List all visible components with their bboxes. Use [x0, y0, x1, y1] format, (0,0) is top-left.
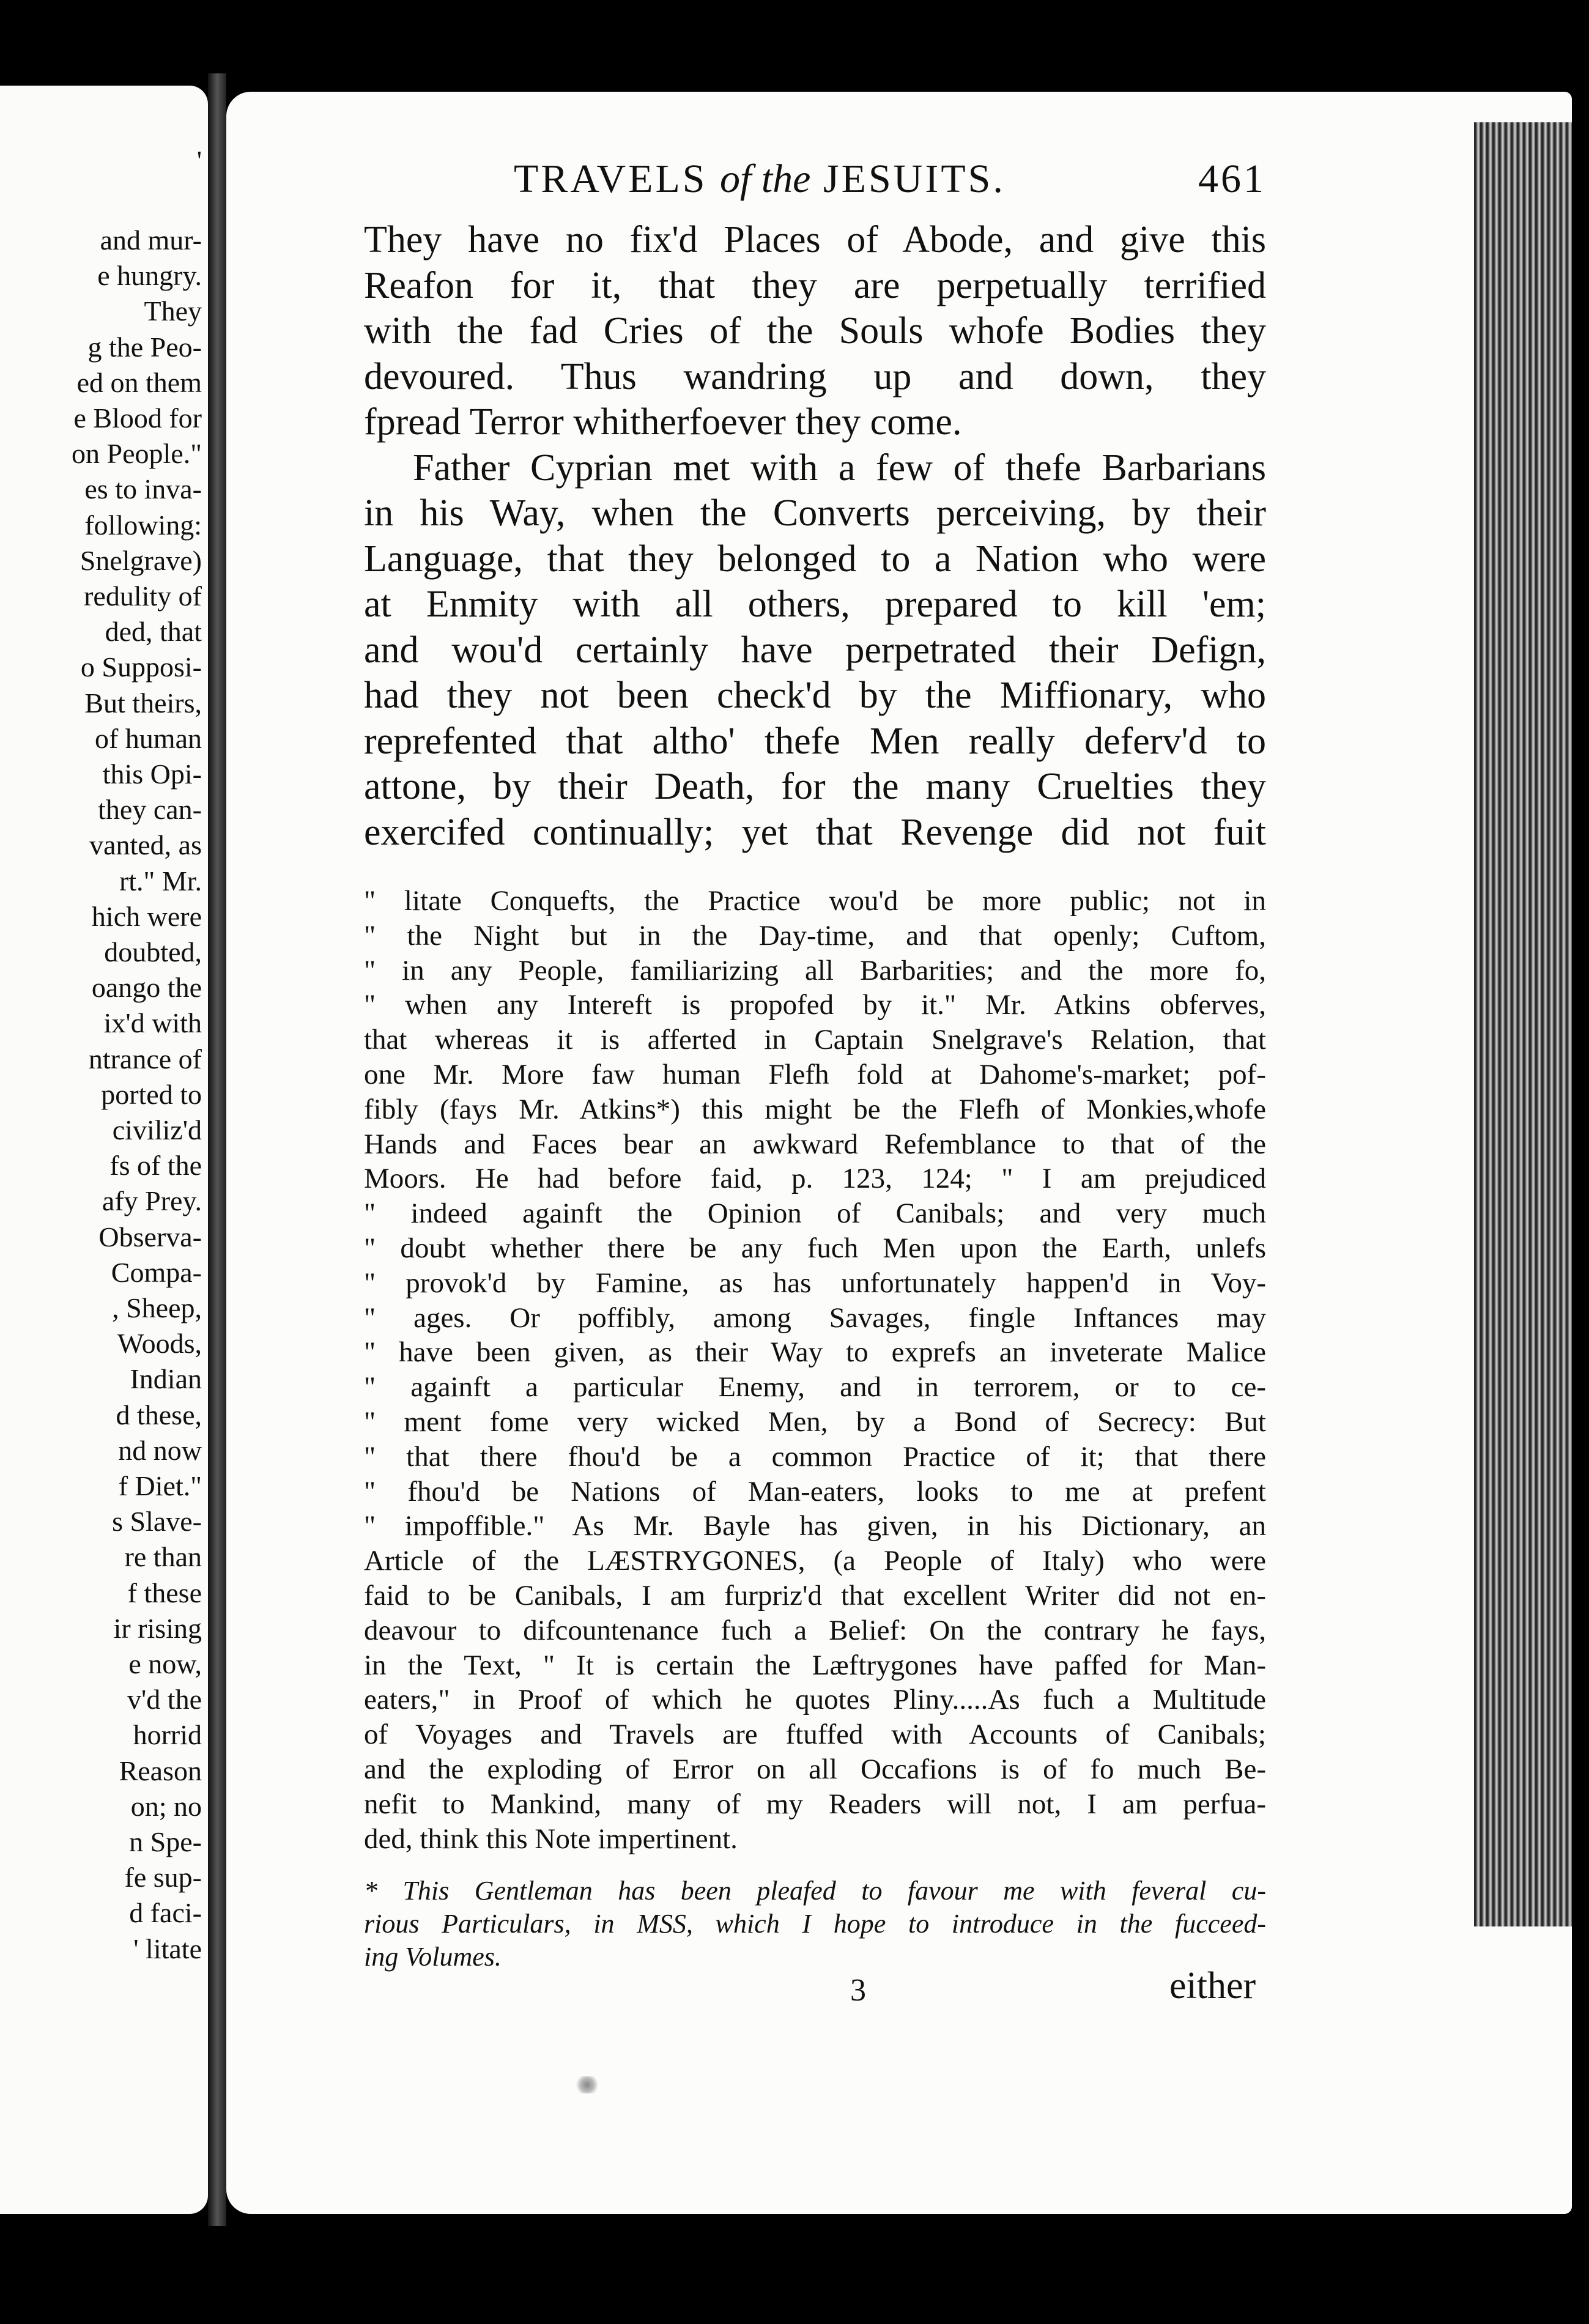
left-page-fragment-line: v'd the — [127, 1684, 202, 1715]
left-page-fragment-line: ' — [196, 145, 202, 176]
note-line: and the exploding of Error on all Occafions is of fo much Be- — [364, 1753, 1266, 1785]
left-page-fragment-line: re than — [124, 1541, 202, 1573]
note-line: " impoffible." As Mr. Bayle has given, in his Dictionary, an — [364, 1510, 1266, 1542]
text-line: exercifed continually; yet that Revenge did not fuit — [364, 811, 1266, 853]
note-line: " provok'd by Famine, as has unfortunately happen'd in Voy- — [364, 1267, 1266, 1299]
left-page-fragment-line: redulity of — [84, 580, 202, 612]
note-line: that whereas it is afferted in Captain Snelgrave's Relation, that — [364, 1024, 1266, 1056]
text-line: They have no fix'd Places of Abode, and give this — [364, 219, 1266, 261]
left-page-fragment-line: vanted, as — [89, 829, 202, 861]
left-page-fragment-line: ix'd with — [103, 1007, 202, 1039]
left-page-fragment-line: following: — [84, 509, 202, 541]
left-page-fragment-line: s Slave- — [112, 1506, 202, 1538]
note-line: " litate Conquefts, the Practice wou'd be more public; not in — [364, 885, 1266, 917]
note-line: ded, think this Note impertinent. — [364, 1823, 738, 1855]
text-line: reprefented that altho' thefe Men really deferv'd to — [364, 720, 1266, 762]
text-line: Language, that they belonged to a Nation who were — [364, 538, 1266, 580]
left-page-fragment-line: Indian — [130, 1363, 202, 1395]
left-page-fragment-line: es to inva- — [84, 473, 202, 505]
note-line: of Voyages and Travels are ftuffed with Accounts of Canibals; — [364, 1719, 1266, 1751]
note-line: " indeed againft the Opinion of Canibals; and very much — [364, 1197, 1266, 1230]
left-page-fragment-line: Observa- — [98, 1221, 202, 1253]
note-line: eaters," in Proof of which he quotes Pliny.....As fuch a Multitude — [364, 1684, 1266, 1716]
left-page-fragment-line: and mur- — [100, 224, 202, 256]
left-page-fragment-line: e hungry. — [97, 260, 202, 292]
left-page-fragment-line: f Diet." — [118, 1470, 202, 1501]
catchword: either — [1169, 1965, 1256, 2007]
left-page-fragment-line: of human — [94, 722, 202, 754]
left-page-fragment-line: hich were — [91, 900, 202, 932]
running-header — [514, 156, 1272, 211]
left-page-fragment-line: fs of the — [109, 1150, 202, 1182]
left-page-fragment-line: d these, — [116, 1399, 202, 1430]
left-page-fragment-line: ported to — [101, 1078, 202, 1110]
left-page-fragment-line: ntrance of — [88, 1043, 202, 1075]
note-line: " ages. Or poffibly, among Savages, fingle Inftances may — [364, 1301, 1266, 1334]
left-page-fragment-line: g the Peo- — [87, 331, 202, 363]
text-line: Father Cyprian met with a few of thefe Barbarians — [413, 446, 1266, 489]
left-page-fragment-line: civiliz'd — [112, 1114, 202, 1145]
footnote-line: ing Volumes. — [364, 1942, 502, 1972]
note-line: " fhou'd be Nations of Man-eaters, looks to me at prefent — [364, 1475, 1266, 1508]
note-line: deavour to difcountenance fuch a Belief: On the contrary he fays, — [364, 1614, 1266, 1646]
text-line: at Enmity with all others, prepared to kill 'em; — [364, 583, 1266, 625]
left-page-fragment-line: Woods, — [117, 1328, 202, 1360]
left-page-fragment-line: doubted, — [104, 936, 202, 968]
note-line: nefit to Mankind, many of my Readers will not, I am perfua- — [364, 1788, 1266, 1820]
left-page-fragment-line: fe sup- — [124, 1862, 202, 1893]
note-line: Article of the LÆSTRYGONES, (a People of Italy) who were — [364, 1545, 1266, 1577]
note-line: " that there fhou'd be a common Practice of it; that there — [364, 1440, 1266, 1473]
left-page-fragment-line: e now, — [128, 1648, 202, 1679]
page-number: 461 — [1198, 157, 1266, 201]
left-page-fragment-line: on; no — [130, 1790, 202, 1822]
left-page-fragment-line: on People." — [72, 438, 202, 470]
note-line: " the Night but in the Day-time, and that openly; Cuftom, — [364, 919, 1266, 952]
left-page-fragment-line: d faci- — [129, 1897, 202, 1929]
left-page-fragment-line: they can- — [98, 794, 202, 826]
main-text — [364, 217, 1266, 855]
note-line: " ment fome very wicked Men, by a Bond of Secrecy: But — [364, 1405, 1266, 1438]
note-line: in the Text, " It is certain the Læftrygones have paffed for Man- — [364, 1649, 1266, 1681]
left-page-fragment-line: Snelgrave) — [80, 544, 202, 576]
text-line: in his Way, when the Converts perceiving, by their — [364, 492, 1266, 534]
left-page-fragment-line: e Blood for — [73, 402, 202, 434]
note-line: " againft a particular Enemy, and in terrorem, or to ce- — [364, 1371, 1266, 1404]
left-page-fragment-line: Reason — [119, 1755, 202, 1786]
paper-speck — [575, 2076, 599, 2093]
note-line: " have been given, as their Way to exprefs an inveterate Malice — [364, 1336, 1266, 1369]
note-line: faid to be Canibals, I am furpriz'd that excellent Writer did not en- — [364, 1579, 1266, 1612]
text-line: fpread Terror whitherfoever they come. — [364, 401, 962, 443]
note-line: one Mr. More faw human Flefh fold at Dahome's-market; pof- — [364, 1058, 1266, 1090]
left-page-fragment-line: , Sheep, — [112, 1292, 202, 1323]
footnote — [364, 1874, 1266, 1974]
left-page-fragment-line: ir rising — [113, 1612, 202, 1644]
note-text — [364, 884, 1266, 1856]
text-line: attone, by their Death, for the many Cruelties they — [364, 766, 1266, 807]
book-gutter — [208, 73, 226, 2226]
left-page-fragment — [0, 86, 208, 2214]
footnote-line: rious Particulars, in MSS, which I hope to introduce in the fucceed- — [364, 1909, 1266, 1939]
note-line: Hands and Faces bear an awkward Refemblance to that of the — [364, 1128, 1266, 1160]
left-page-fragment-line: oango the — [91, 972, 202, 1004]
note-line: " in any People, familiarizing all Barbarities; and the more fo, — [364, 954, 1266, 986]
text-line: had they not been check'd by the Miffionary, who — [364, 675, 1266, 716]
left-page-fragment-line: ' litate — [133, 1933, 202, 1964]
left-page-fragment-line: ed on them — [76, 366, 202, 398]
left-page-fragment-line: horrid — [133, 1719, 202, 1751]
note-line: " doubt whether there be any fuch Men upon the Earth, unlefs — [364, 1232, 1266, 1264]
left-page-fragment-line: But theirs, — [84, 687, 202, 719]
running-title: TRAVELS of the JESUITS. — [514, 157, 1006, 201]
signature-mark: 3 — [850, 1973, 866, 2008]
left-page-fragment-line: afy Prey. — [102, 1185, 202, 1217]
left-page-fragment-line: They — [144, 295, 202, 327]
left-page-fragment-line: Compa- — [111, 1256, 202, 1288]
page-edges — [1474, 122, 1572, 1926]
left-page-fragment-line: nd now — [118, 1434, 202, 1466]
note-line: fibly (fays Mr. Atkins*) this might be the Flefh of Monkies,whofe — [364, 1093, 1266, 1125]
text-line: with the fad Cries of the Souls whofe Bodies they — [364, 310, 1266, 352]
note-line: " when any Intereft is propofed by it." Mr. Atkins obferves, — [364, 989, 1266, 1021]
text-line: Reafon for it, that they are perpetually terrified — [364, 264, 1266, 306]
left-page-fragment-line: this Opi- — [102, 758, 202, 790]
left-page-fragment-line: o Supposi- — [80, 651, 202, 683]
footnote-line: * This Gentleman has been pleafed to favour me with feveral cu- — [364, 1876, 1266, 1906]
left-page-fragment-line: f these — [127, 1577, 202, 1608]
left-page-fragment-line: n Spe- — [129, 1826, 202, 1857]
note-line: Moors. He had before faid, p. 123, 124; " I am prejudiced — [364, 1163, 1266, 1195]
left-page-fragment-line: ded, that — [105, 616, 202, 648]
text-line: devoured. Thus wandring up and down, they — [364, 355, 1266, 398]
left-page-fragment-line: rt." Mr. — [119, 865, 202, 897]
text-line: and wou'd certainly have perpetrated their Defign, — [364, 629, 1266, 671]
